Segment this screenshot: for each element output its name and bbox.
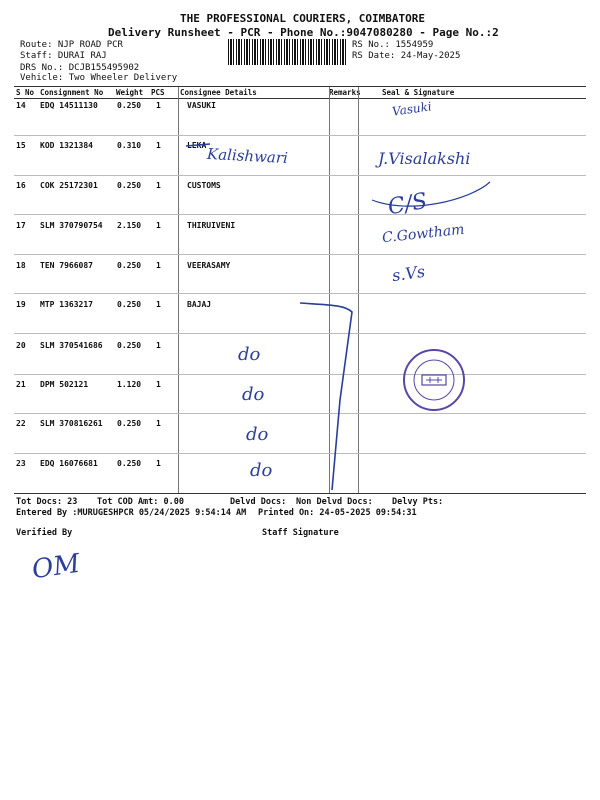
row-consignee: BAJAJ <box>187 300 212 309</box>
staff-signature-label: Staff Signature <box>262 528 339 538</box>
vehicle-text: Vehicle: Two Wheeler Delivery <box>20 73 178 83</box>
rs-no-text: RS No.: 1554959 <box>352 40 434 50</box>
row-weight: 0.250 <box>117 300 142 309</box>
row-pcs: 1 <box>156 181 161 190</box>
company-title: THE PROFESSIONAL COURIERS, COIMBATORE <box>180 12 426 25</box>
col-consignee-header: Consignee Details <box>180 88 257 97</box>
row-consignment-no: SLM 370541686 <box>40 341 103 350</box>
row-consignment-no: TEN 7966087 <box>40 261 93 270</box>
row-consignee: THIRUIVENI <box>187 221 236 230</box>
handwritten-ditto: do <box>242 384 265 405</box>
drs-no-text: DRS No.: DCJB155495902 <box>20 63 140 73</box>
row-sno: 20 <box>16 341 26 350</box>
row-consignment-no: EDQ 14511130 <box>40 101 98 110</box>
handwritten-ditto: do <box>250 460 273 481</box>
row-consignee: VASUKI <box>187 101 216 110</box>
row-pcs: 1 <box>156 341 161 350</box>
handwritten-ditto: do <box>246 424 269 445</box>
total-cod-amount: Tot COD Amt: 0.00 <box>97 497 184 507</box>
row-consignment-no: EDQ 16076681 <box>40 459 98 468</box>
handwritten-signature: C.Gowtham <box>381 221 466 247</box>
row-pcs: 1 <box>156 380 161 389</box>
row-pcs: 1 <box>156 221 161 230</box>
delivered-docs: Delvd Docs: <box>230 497 287 507</box>
row-consignment-no: DPM 502121 <box>40 380 89 389</box>
bracket-line <box>300 303 352 490</box>
row-sno: 17 <box>16 221 26 230</box>
col-consignment-header: Consignment No <box>40 88 104 97</box>
row-consignment-no: COK 25172301 <box>40 181 98 190</box>
row-weight: 0.310 <box>117 141 142 150</box>
row-pcs: 1 <box>156 419 161 428</box>
col-sno-header: S No <box>16 88 35 97</box>
row-consignee: VEERASAMY <box>187 261 231 270</box>
route-text: Route: NJP ROAD PCR <box>20 40 123 50</box>
row-consignment-no: SLM 370816261 <box>40 419 103 428</box>
row-consignment-no: MTP 1363217 <box>40 300 93 309</box>
col-remarks-header: Remarks <box>329 88 361 97</box>
pen-stroke <box>372 182 490 206</box>
row-weight: 0.250 <box>117 181 142 190</box>
row-pcs: 1 <box>156 300 161 309</box>
handwritten-initials: OM <box>30 548 82 586</box>
row-weight: 0.250 <box>117 261 142 270</box>
row-pcs: 1 <box>156 101 161 110</box>
row-sno: 18 <box>16 261 26 270</box>
row-pcs: 1 <box>156 141 161 150</box>
row-consignment-no: KOD 1321384 <box>40 141 93 150</box>
rs-date-text: RS Date: 24-May-2025 <box>352 51 461 61</box>
row-weight: 0.250 <box>117 419 142 428</box>
staff-text: Staff: DURAI RAJ <box>20 51 107 61</box>
row-consignee: LEKA <box>187 141 207 150</box>
row-sno: 16 <box>16 181 26 190</box>
delivery-points: Delvy Pts: <box>392 497 444 507</box>
col-seal-header: Seal & Signature <box>382 88 455 97</box>
entered-by: Entered By :MURUGESHPCR 05/24/2025 9:54:14 AM <box>16 508 247 518</box>
row-weight: 1.120 <box>117 380 142 389</box>
row-sno: 15 <box>16 141 26 150</box>
company-stamp <box>404 350 464 410</box>
verified-by-label: Verified By <box>16 528 73 538</box>
runsheet-subtitle: Delivery Runsheet - PCR - Phone No.:9047080280 - Page No.:2 <box>108 26 499 39</box>
row-pcs: 1 <box>156 459 161 468</box>
row-pcs: 1 <box>156 261 161 270</box>
handwritten-signature: s.Vs <box>390 261 427 286</box>
row-weight: 2.150 <box>117 221 142 230</box>
col-pcs-header: PCS <box>151 88 165 97</box>
printed-on: Printed On: 24-05-2025 09:54:31 <box>258 508 417 518</box>
handwritten-signature: C/S <box>386 188 430 221</box>
row-sno: 23 <box>16 459 26 468</box>
handwritten-consignee-name: Kalishwari <box>206 144 289 168</box>
strike-through-mark <box>186 144 210 146</box>
row-sno: 14 <box>16 101 26 110</box>
row-sno: 21 <box>16 380 26 389</box>
row-weight: 0.250 <box>117 459 142 468</box>
handwritten-signature: Vasuki <box>391 99 433 119</box>
row-weight: 0.250 <box>117 341 142 350</box>
handwritten-ditto: do <box>238 344 261 365</box>
col-weight-header: Weight <box>116 88 144 97</box>
row-sno: 22 <box>16 419 26 428</box>
row-consignment-no: SLM 370790754 <box>40 221 103 230</box>
total-docs: Tot Docs: 23 <box>16 497 78 507</box>
non-delivered-docs: Non Delvd Docs: <box>296 497 373 507</box>
handwritten-signature: J.Visalakshi <box>378 149 471 168</box>
row-sno: 19 <box>16 300 26 309</box>
row-consignee: CUSTOMS <box>187 181 221 190</box>
row-weight: 0.250 <box>117 101 142 110</box>
